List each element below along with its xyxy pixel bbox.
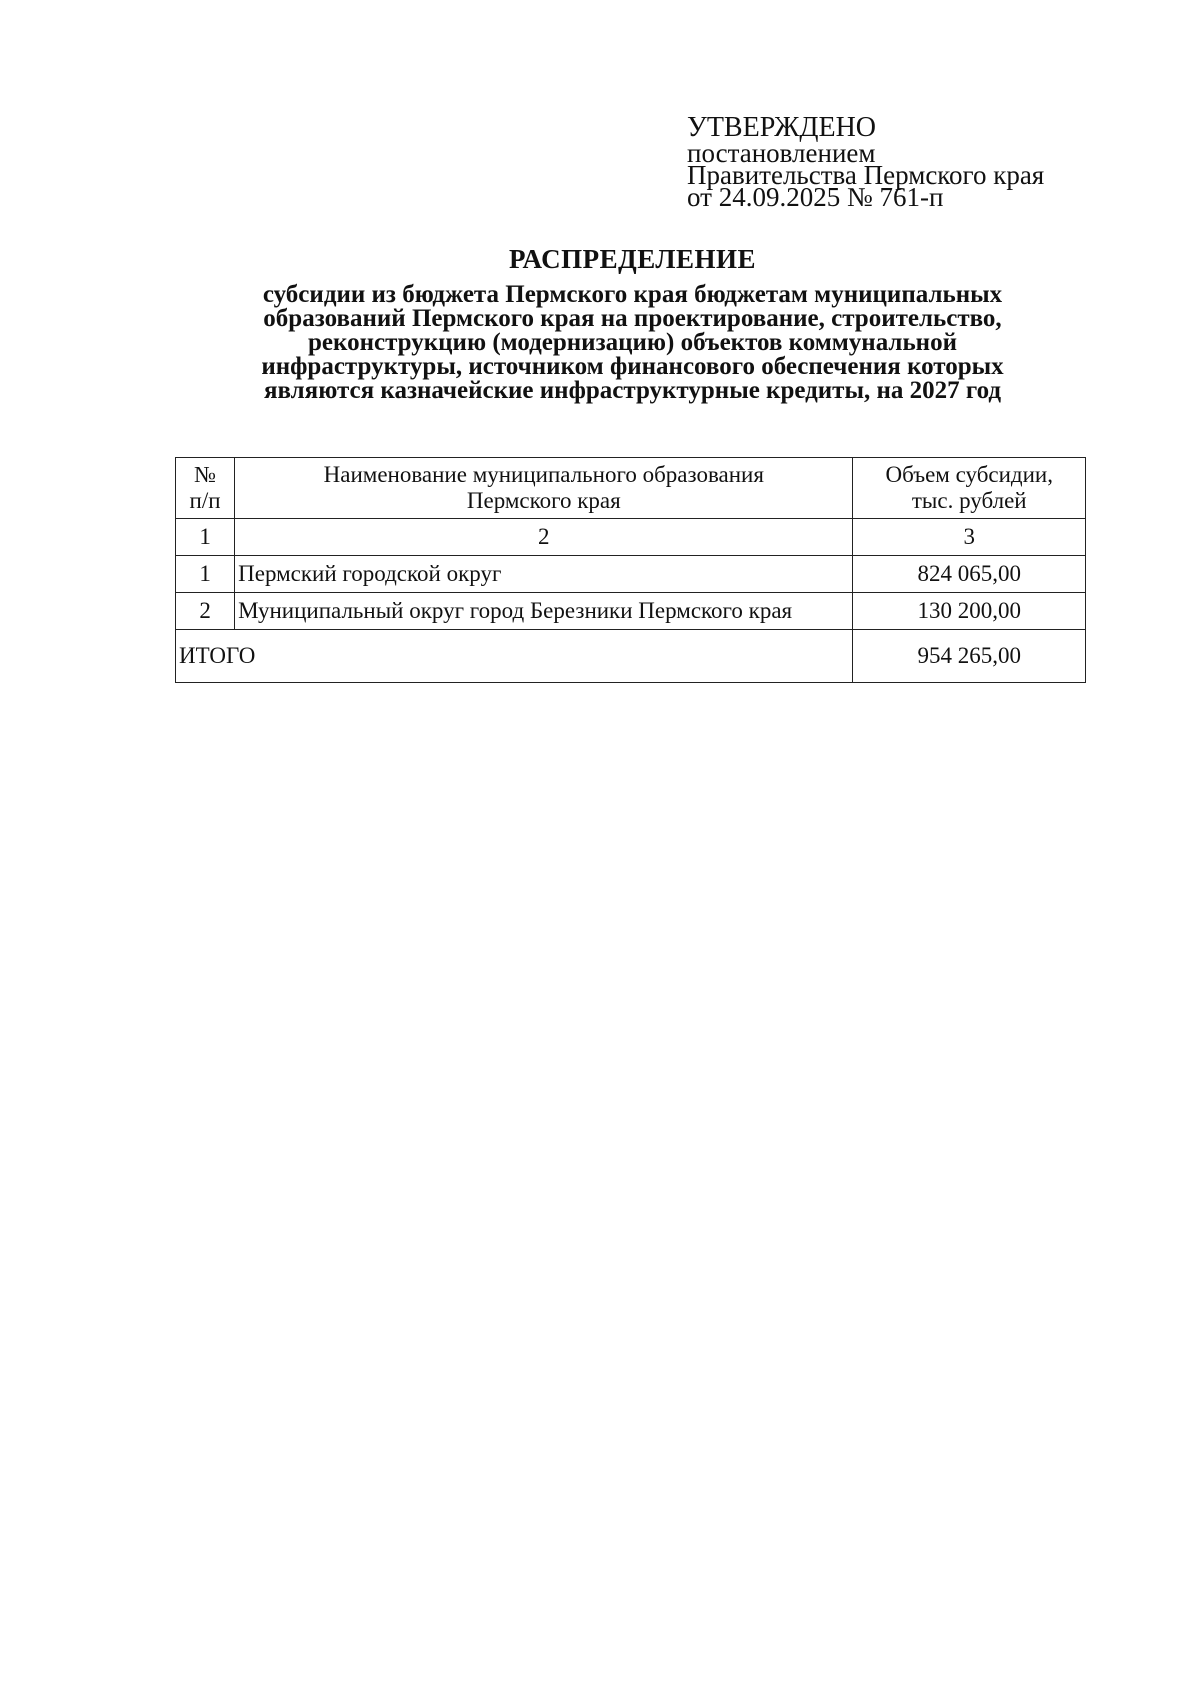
- approval-approved: УТВЕРЖДЕНО: [687, 112, 877, 143]
- subtitle-line: образований Пермского края на проектирование, строительство,: [263, 305, 1002, 332]
- subtitle-line: инфраструктуры, источником финансового обеспечения которых: [261, 353, 1004, 380]
- row-name: Муниципальный округ город Березники Пермского края: [235, 593, 853, 630]
- header-num: [176, 458, 235, 519]
- header-volume-line-1: Объем субсидии,: [885, 462, 1053, 487]
- header-volume: [853, 458, 1086, 519]
- header-name: [235, 458, 853, 519]
- document-title: РАСПРЕДЕЛЕНИЕ: [508, 244, 757, 274]
- header-num-line-1: №: [194, 462, 217, 487]
- header-num-line-2: п/п: [189, 488, 221, 513]
- row-name: Пермский городской округ: [235, 556, 853, 593]
- distribution-table: [175, 457, 1086, 683]
- table-row: [176, 593, 1086, 630]
- column-index-row: [176, 519, 1086, 556]
- table-header-row: [176, 458, 1086, 519]
- approval-line-3: Правительства Пермского края: [687, 160, 1045, 190]
- row-volume: 824 065,00: [853, 556, 1086, 593]
- subtitle-line: субсидии из бюджета Пермского края бюджетам муниципальных: [262, 281, 1003, 308]
- header-name-line-2: Пермского края: [466, 488, 621, 513]
- column-index-cell: 1: [176, 519, 235, 556]
- approval-stamp: [687, 112, 1107, 212]
- document-subtitle: [200, 283, 1065, 403]
- total-volume: 954 265,00: [853, 630, 1086, 683]
- table-row: [176, 556, 1086, 593]
- subtitle-line: являются казначейские инфраструктурные кредиты, на 2027 год: [263, 377, 1002, 404]
- approval-line-2: постановлением: [687, 138, 876, 168]
- column-index-cell: 3: [853, 519, 1086, 556]
- row-num: 2: [176, 593, 235, 630]
- total-label: ИТОГО: [176, 630, 853, 683]
- header-name-line-1: Наименование муниципального образования: [323, 462, 764, 487]
- approval-line-4: от 24.09.2025 № 761-п: [687, 182, 944, 212]
- row-volume: 130 200,00: [853, 593, 1086, 630]
- column-index-cell: 2: [235, 519, 853, 556]
- subtitle-line: реконструкцию (модернизацию) объектов коммунальной: [308, 329, 957, 356]
- total-row: [176, 630, 1086, 683]
- row-num: 1: [176, 556, 235, 593]
- header-volume-line-2: тыс. рублей: [911, 488, 1027, 513]
